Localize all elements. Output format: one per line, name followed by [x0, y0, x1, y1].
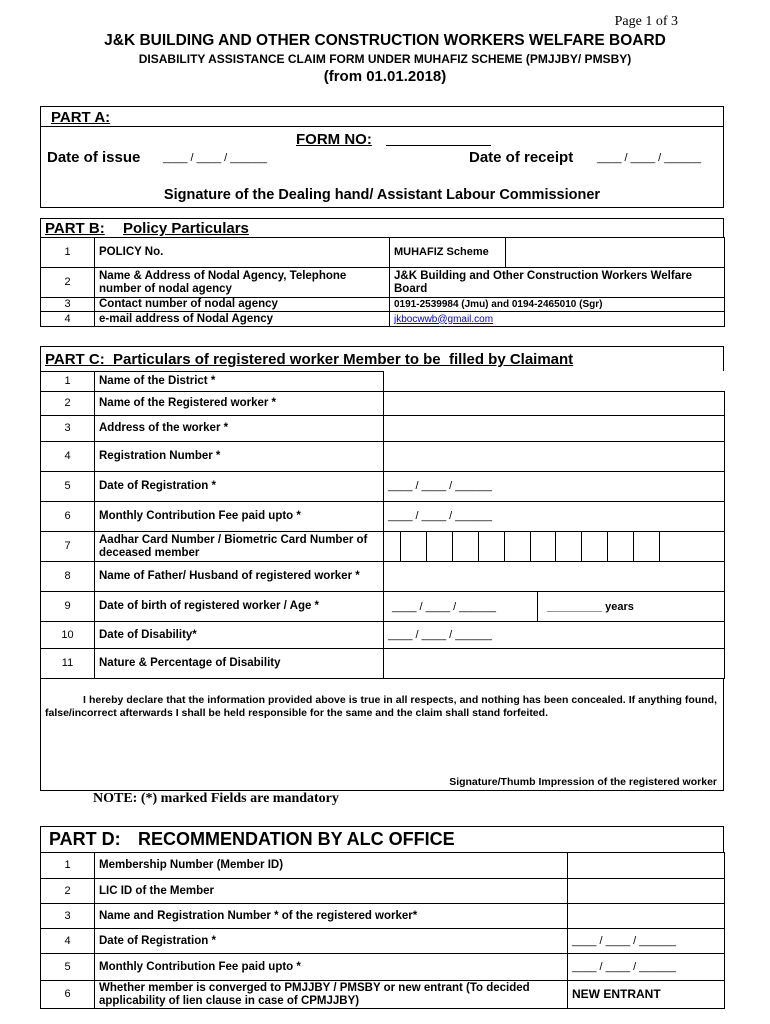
- row-number: 5: [41, 472, 95, 502]
- name-registration-field[interactable]: [568, 904, 725, 929]
- mandatory-note: NOTE: (*) marked Fields are mandatory: [93, 791, 339, 806]
- lic-id-field[interactable]: [568, 879, 725, 904]
- nodal-agency-value: J&K Building and Other Construction Workers Welfare Board: [390, 268, 725, 298]
- membership-number-field[interactable]: [568, 853, 725, 879]
- date-issue-label: Date of issue: [47, 149, 141, 166]
- name-registration-label: Name and Registration Number * of the registered worker*: [95, 904, 568, 929]
- registration-date-label: Date of Registration *: [95, 472, 384, 502]
- table-row: [41, 592, 725, 622]
- row-number: 2: [41, 879, 95, 904]
- part-a-heading: PART A:: [51, 109, 111, 126]
- table-row: [41, 238, 725, 268]
- row-number: 11: [41, 649, 95, 679]
- row-number: 2: [41, 268, 95, 298]
- row-number: 6: [41, 502, 95, 532]
- table-row: [41, 853, 725, 879]
- district-field[interactable]: [384, 372, 725, 392]
- registration-date-field[interactable]: ____ / ____ / ______: [384, 472, 725, 502]
- table-row: [41, 416, 725, 442]
- row-number: 1: [41, 853, 95, 879]
- registration-number-field[interactable]: [384, 442, 725, 472]
- lic-id-label: LIC ID of the Member: [95, 879, 568, 904]
- part-d-heading: PART D:: [49, 829, 121, 849]
- row-number: 5: [41, 954, 95, 981]
- worker-particulars-table: [40, 371, 725, 679]
- row-number: 3: [41, 416, 95, 442]
- policy-table: [40, 237, 725, 327]
- nodal-contact-label: Contact number of nodal agency: [95, 298, 390, 312]
- declaration-box: [40, 678, 724, 791]
- worker-signature-label: Signature/Thumb Impression of the registered worker: [449, 776, 717, 788]
- father-husband-label: Name of Father/ Husband of registered worker *: [95, 562, 384, 592]
- table-row: [41, 981, 725, 1009]
- row-number: 8: [41, 562, 95, 592]
- form-subtitle: DISABILITY ASSISTANCE CLAIM FORM UNDER MUHAFIZ SCHEME (PMJJBY/ PMSBY): [138, 52, 632, 66]
- page-title: J&K BUILDING AND OTHER CONSTRUCTION WORKERS WELFARE BOARD: [104, 32, 666, 49]
- worker-name-field[interactable]: [384, 392, 725, 416]
- worker-address-field[interactable]: [384, 416, 725, 442]
- worker-address-label: Address of the worker *: [95, 416, 384, 442]
- alc-recommendation-table: [40, 852, 725, 1009]
- membership-number-label: Membership Number (Member ID): [95, 853, 568, 879]
- dob-field[interactable]: ____ / ____ / ______: [392, 601, 496, 613]
- table-row: [41, 532, 725, 562]
- table-row: [41, 392, 725, 416]
- row-number: 9: [41, 592, 95, 622]
- district-label: Name of the District *: [95, 372, 384, 392]
- contribution-fee-field[interactable]: ____ / ____ / ______: [384, 502, 725, 532]
- table-row: [41, 298, 725, 312]
- row-number: 4: [41, 929, 95, 954]
- row-number: 4: [41, 442, 95, 472]
- part-c-heading: PART C: Particulars of registered worker Member to be filled by Claimant: [45, 351, 574, 368]
- disability-nature-label: Nature & Percentage of Disability: [95, 649, 384, 679]
- nodal-email-link[interactable]: jkbocwwb@gmail.com: [394, 313, 494, 325]
- table-row: [41, 929, 725, 954]
- contribution-fee-label: Monthly Contribution Fee paid upto *: [95, 502, 384, 532]
- part-a-box: [40, 106, 724, 208]
- dob-age-field[interactable]: [384, 592, 725, 622]
- row-number: 1: [41, 238, 95, 268]
- row-number: 4: [41, 312, 95, 327]
- disability-date-label: Date of Disability*: [95, 622, 384, 649]
- alc-registration-date-field[interactable]: ____ / ____ / ______: [568, 929, 725, 954]
- row-number: 3: [41, 298, 95, 312]
- declaration-text: I hereby declare that the information provided above is true in all respects, and nothing has been concealed. If anything found, false/incorrect afterwards I shall be held responsible for the same and the claim shall stand forfeited.: [45, 694, 717, 719]
- dealing-hand-signature-label: Signature of the Dealing hand/ Assistant Labour Commissioner: [163, 187, 601, 203]
- aadhar-field[interactable]: [384, 532, 725, 562]
- row-number: 10: [41, 622, 95, 649]
- table-row: [41, 649, 725, 679]
- form-date-line: (from 01.01.2018): [323, 68, 447, 85]
- table-row: [41, 312, 725, 327]
- row-number: 1: [41, 372, 95, 392]
- date-receipt-label: Date of receipt: [469, 149, 574, 166]
- policy-no-label: POLICY No.: [95, 238, 390, 268]
- nodal-contact-value: 0191-2539984 (Jmu) and 0194-2465010 (Sgr): [390, 298, 725, 312]
- age-field[interactable]: _________ years: [547, 601, 634, 613]
- disability-nature-field[interactable]: [384, 649, 725, 679]
- table-row: [41, 622, 725, 649]
- table-row: [41, 372, 725, 392]
- part-b-heading-title: Policy Particulars: [123, 220, 249, 237]
- table-row: [41, 904, 725, 929]
- table-row: [41, 442, 725, 472]
- registration-number-label: Registration Number *: [95, 442, 384, 472]
- worker-name-label: Name of the Registered worker *: [95, 392, 384, 416]
- row-number: 2: [41, 392, 95, 416]
- table-row: [41, 879, 725, 904]
- form-no-label: FORM NO:: [296, 131, 372, 148]
- nodal-email-label: e-mail address of Nodal Agency: [95, 312, 390, 327]
- alc-registration-date-label: Date of Registration *: [95, 929, 568, 954]
- part-b-header: [40, 218, 724, 237]
- row-number: 3: [41, 904, 95, 929]
- policy-no-value: MUHAFIZ Scheme: [390, 238, 506, 268]
- aadhar-label: Aadhar Card Number / Biometric Card Number of deceased member: [95, 532, 384, 562]
- date-receipt-field[interactable]: ____ / ____ / ______: [597, 152, 701, 164]
- nodal-agency-label: Name & Address of Nodal Agency, Telephone number of nodal agency: [95, 268, 390, 298]
- part-b-heading: PART B:: [45, 220, 105, 237]
- part-d-heading-title: RECOMMENDATION BY ALC OFFICE: [138, 829, 455, 849]
- father-husband-field[interactable]: [384, 562, 725, 592]
- table-row: [41, 472, 725, 502]
- form-no-field[interactable]: [386, 145, 491, 146]
- disability-date-field[interactable]: ____ / ____ / ______: [384, 622, 725, 649]
- page-number: Page 1 of 3: [614, 14, 678, 29]
- dob-age-label: Date of birth of registered worker / Age *: [95, 592, 384, 622]
- part-c-header: [40, 346, 724, 371]
- table-row: [41, 268, 725, 298]
- date-issue-field[interactable]: ____ / ____ / ______: [163, 152, 267, 164]
- table-row: [41, 562, 725, 592]
- table-row: [41, 954, 725, 981]
- convergence-value[interactable]: NEW ENTRANT: [568, 981, 725, 1009]
- row-number: 6: [41, 981, 95, 1009]
- alc-contribution-fee-label: Monthly Contribution Fee paid upto *: [95, 954, 568, 981]
- alc-contribution-fee-field[interactable]: ____ / ____ / ______: [568, 954, 725, 981]
- row-number: 7: [41, 532, 95, 562]
- table-row: [41, 502, 725, 532]
- convergence-label: Whether member is converged to PMJJBY / PMSBY or new entrant (To decided applicability of lien clause in case of CPMJJBY): [95, 981, 568, 1009]
- part-d-header: [40, 826, 724, 852]
- policy-no-extra-field[interactable]: [506, 238, 725, 268]
